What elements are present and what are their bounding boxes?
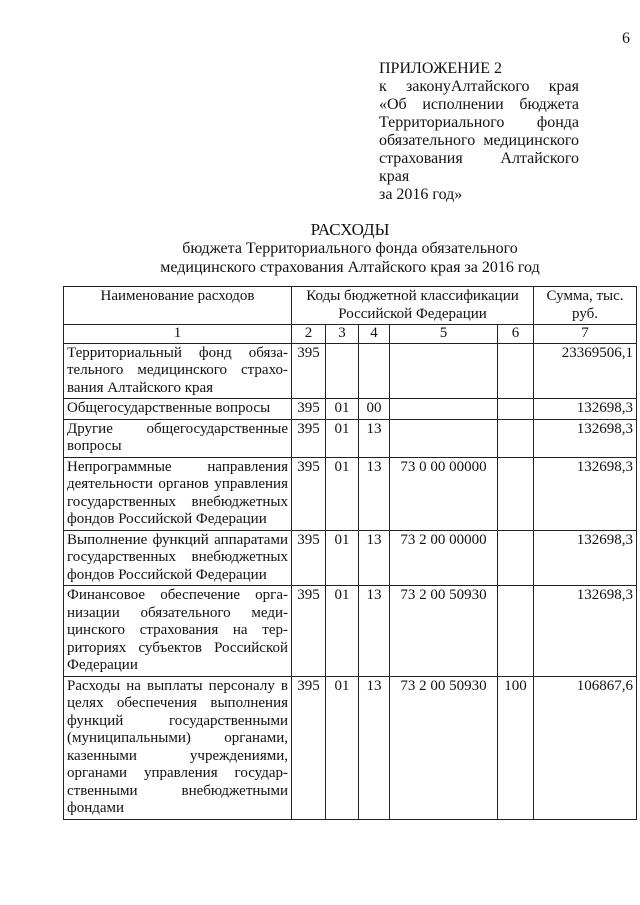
row-sum: 23369506,1	[534, 343, 637, 399]
row-code-admin: 395	[292, 530, 326, 586]
table-row	[64, 586, 637, 677]
row-code-section: 01	[326, 419, 359, 457]
appendix-line: к законуАлтайского края	[379, 78, 579, 95]
row-code-target	[390, 343, 498, 399]
document-subtitle-line: бюджета Территориального фонда обязательного	[182, 240, 518, 257]
row-code-admin: 395	[292, 457, 326, 530]
row-sum: 132698,3	[534, 530, 637, 586]
document-heading	[60, 220, 640, 277]
row-code-target: 73 2 00 50930	[390, 586, 498, 677]
row-code-section	[326, 343, 359, 399]
row-code-target: 73 0 00 00000	[390, 457, 498, 530]
column-number: 2	[292, 325, 326, 344]
column-number: 6	[498, 325, 534, 344]
appendix-line: «Об исполнении бюджета	[379, 96, 579, 113]
row-code-type	[498, 457, 534, 530]
appendix-block	[379, 60, 579, 204]
row-code-target	[390, 419, 498, 457]
row-code-section: 01	[326, 457, 359, 530]
page-number: 6	[622, 30, 630, 47]
row-code-target	[390, 399, 498, 420]
row-name: Финансовое обеспечение организации обязательного медицинского страхования на территориях субъектов Российской Федерации	[64, 586, 292, 677]
row-code-subsection: 00	[359, 399, 390, 420]
row-name: Выполнение функций аппаратами государственных внебюджетных фондов Российской Федерации	[64, 530, 292, 586]
row-code-admin: 395	[292, 343, 326, 399]
appendix-line: обязательного медицинского	[379, 132, 579, 149]
document-title: РАСХОДЫ	[310, 220, 390, 239]
row-sum: 132698,3	[534, 399, 637, 420]
header-codes: Коды бюджетной классификации Российской Федерации	[292, 287, 534, 325]
row-code-section: 01	[326, 676, 359, 819]
header-sum: Сумма, тыс. руб.	[534, 287, 637, 325]
table-row	[64, 457, 637, 530]
row-code-type	[498, 399, 534, 420]
row-code-type	[498, 419, 534, 457]
appendix-line: страхования Алтайского края	[379, 150, 579, 185]
table-row	[64, 343, 637, 399]
row-code-target: 73 2 00 50930	[390, 676, 498, 819]
row-code-subsection: 13	[359, 586, 390, 677]
row-name: Другие общегосударственные вопросы	[64, 419, 292, 457]
row-code-admin: 395	[292, 419, 326, 457]
appendix-line: Территориального фонда	[379, 114, 579, 131]
appendix-title: ПРИЛОЖЕНИЕ 2	[379, 60, 503, 77]
row-code-subsection: 13	[359, 457, 390, 530]
row-code-admin: 395	[292, 676, 326, 819]
row-code-admin: 395	[292, 586, 326, 677]
column-number-row	[64, 325, 637, 344]
appendix-line-last: за 2016 год»	[379, 186, 463, 203]
table-row	[64, 419, 637, 457]
row-name: Общегосударственные вопросы	[64, 399, 292, 420]
column-number: 3	[326, 325, 359, 344]
header-name: Наименование расходов	[64, 287, 292, 325]
row-code-subsection: 13	[359, 676, 390, 819]
column-number: 5	[390, 325, 498, 344]
row-code-section: 01	[326, 530, 359, 586]
table-row	[64, 399, 637, 420]
row-code-section: 01	[326, 399, 359, 420]
column-number: 7	[534, 325, 637, 344]
expenses-table	[63, 286, 637, 820]
row-name: Непрограммные направления деятельности органов управления государственных внебюджетных фондов Российской Федерации	[64, 457, 292, 530]
row-sum: 132698,3	[534, 457, 637, 530]
row-sum: 132698,3	[534, 419, 637, 457]
table-row	[64, 676, 637, 819]
row-sum: 132698,3	[534, 586, 637, 677]
row-sum: 106867,6	[534, 676, 637, 819]
table-header-row	[64, 287, 637, 325]
row-name: Расходы на выплаты персоналу в целях обеспечения выполнения функций государственными (муниципальными) органами, казенными учреждениями, органами управления государственными внебюджетными фондами	[64, 676, 292, 819]
row-code-section: 01	[326, 586, 359, 677]
row-code-subsection: 13	[359, 419, 390, 457]
document-subtitle-line: медицинского страхования Алтайского края за 2016 год	[160, 259, 540, 276]
row-code-type	[498, 343, 534, 399]
row-code-type: 100	[498, 676, 534, 819]
column-number: 4	[359, 325, 390, 344]
row-code-subsection: 13	[359, 530, 390, 586]
column-number: 1	[64, 325, 292, 344]
row-code-admin: 395	[292, 399, 326, 420]
row-code-type	[498, 586, 534, 677]
row-code-subsection	[359, 343, 390, 399]
row-name: Территориальный фонд обязательного медицинского страхования Алтайского края	[64, 343, 292, 399]
row-code-target: 73 2 00 00000	[390, 530, 498, 586]
row-code-type	[498, 530, 534, 586]
table-row	[64, 530, 637, 586]
